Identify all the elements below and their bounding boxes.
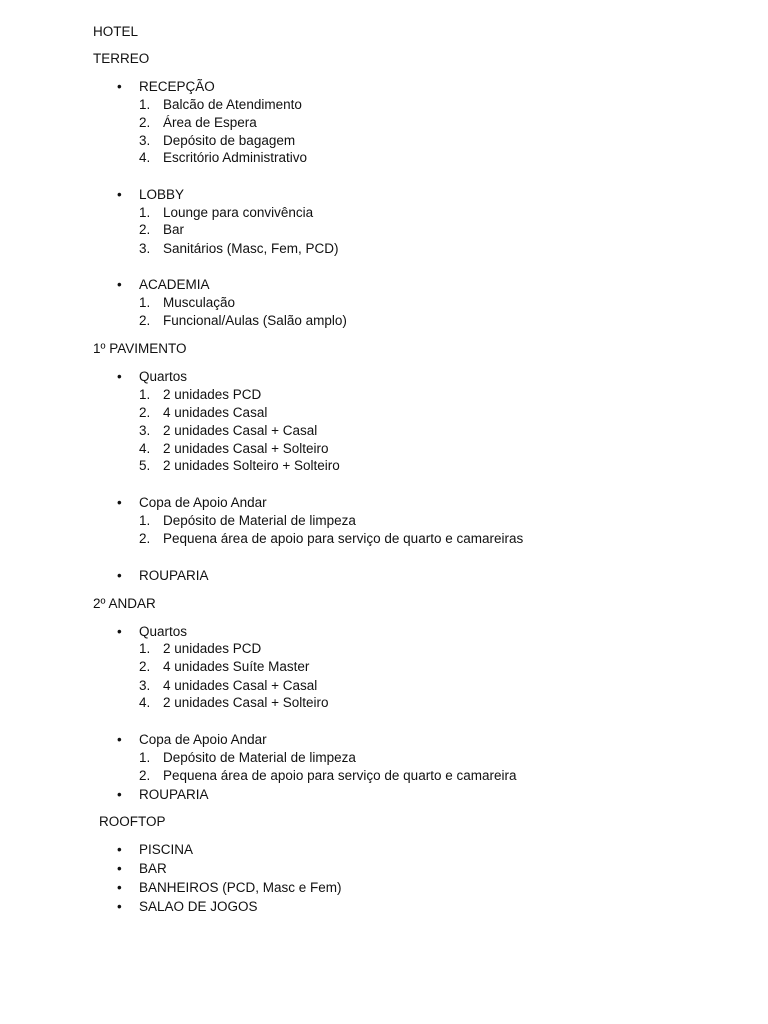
group-label: SALAO DE JOGOS: [139, 899, 258, 914]
group-label: PISCINA: [139, 842, 194, 857]
section-heading-terreo: TERREO: [93, 51, 150, 66]
bullet-icon: •: [117, 495, 122, 510]
section-heading-rooftop: ROOFTOP: [99, 814, 166, 829]
group-label: BAR: [139, 861, 167, 876]
section-heading-1-pavimento: 1º PAVIMENTO: [93, 341, 187, 356]
group-label: Copa de Apoio Andar: [139, 495, 267, 510]
bullet-icon: •: [117, 787, 122, 802]
bullet-icon: •: [117, 568, 122, 583]
bullet-icon: •: [117, 624, 122, 639]
bullet-icon: •: [117, 79, 122, 94]
document-title: HOTEL: [93, 24, 139, 39]
bullet-icon: •: [117, 187, 122, 202]
bullet-icon: •: [117, 732, 122, 747]
bullet-icon: •: [117, 880, 122, 895]
group-label: LOBBY: [139, 187, 185, 202]
group-label: Quartos: [139, 369, 188, 384]
group-label: ROUPARIA: [139, 787, 209, 802]
group-label: ROUPARIA: [139, 568, 209, 583]
group-label: Copa de Apoio Andar: [139, 732, 267, 747]
group-label: RECEPÇÃO: [139, 79, 215, 94]
bullet-icon: •: [117, 842, 122, 857]
group-label: Quartos: [139, 624, 188, 639]
bullet-icon: •: [117, 277, 122, 292]
bullet-icon: •: [117, 369, 122, 384]
bullet-icon: •: [117, 899, 122, 914]
group-label: BANHEIROS (PCD, Masc e Fem): [139, 880, 342, 895]
group-label: ACADEMIA: [139, 277, 210, 292]
section-heading-2-andar: 2º ANDAR: [93, 596, 156, 611]
bullet-icon: •: [117, 861, 122, 876]
